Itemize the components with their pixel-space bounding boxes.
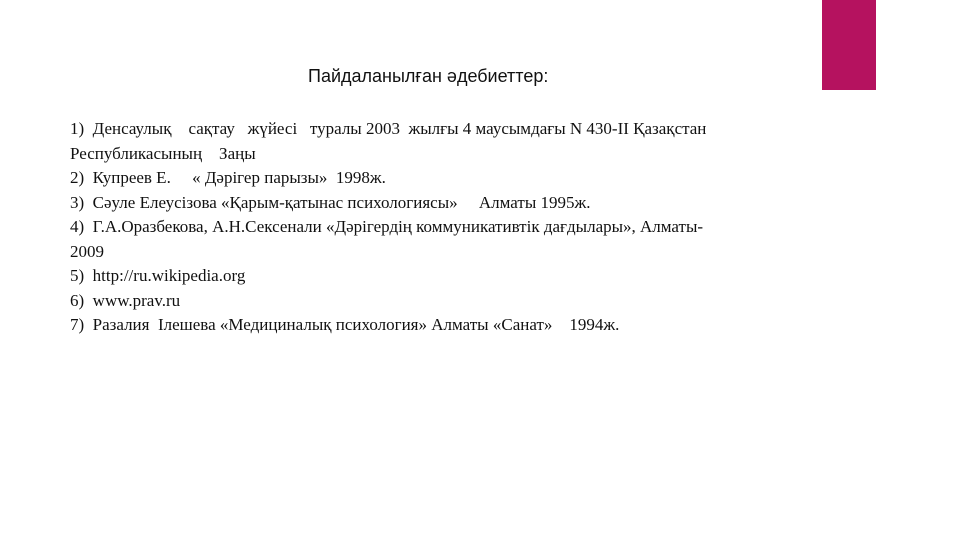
reference-line: 3) Сәуле Елеусізова «Қарым-қатынас психологиясы» Алматы 1995ж.: [70, 192, 591, 212]
reference-line: 2009: [70, 241, 104, 261]
reference-line: Республикасының Заңы: [70, 143, 256, 163]
reference-link[interactable]: 5) http://ru.wikipedia.org: [70, 266, 246, 285]
slide-title: Пайдаланылған әдебиеттер:: [308, 66, 549, 86]
reference-list: [70, 117, 840, 338]
reference-link[interactable]: 6) www.prav.ru: [70, 290, 181, 310]
reference-line: 7) Разалия Ілешева «Медициналық психология» Алматы «Санат» 1994ж.: [70, 315, 620, 334]
reference-line: 4) Г.А.Оразбекова, А.Н.Сексенали «Дәрігердің коммуникативтік дағдылары», Алматы-: [70, 217, 704, 236]
reference-line: 1) Денсаулық сақтау жүйесі туралы 2003 жылғы 4 маусымдағы N 430-II Қазақстан: [70, 119, 707, 138]
accent-bar: [822, 0, 876, 90]
reference-line: 2) Купреев Е. « Дәрігер парызы» 1998ж.: [70, 168, 386, 187]
